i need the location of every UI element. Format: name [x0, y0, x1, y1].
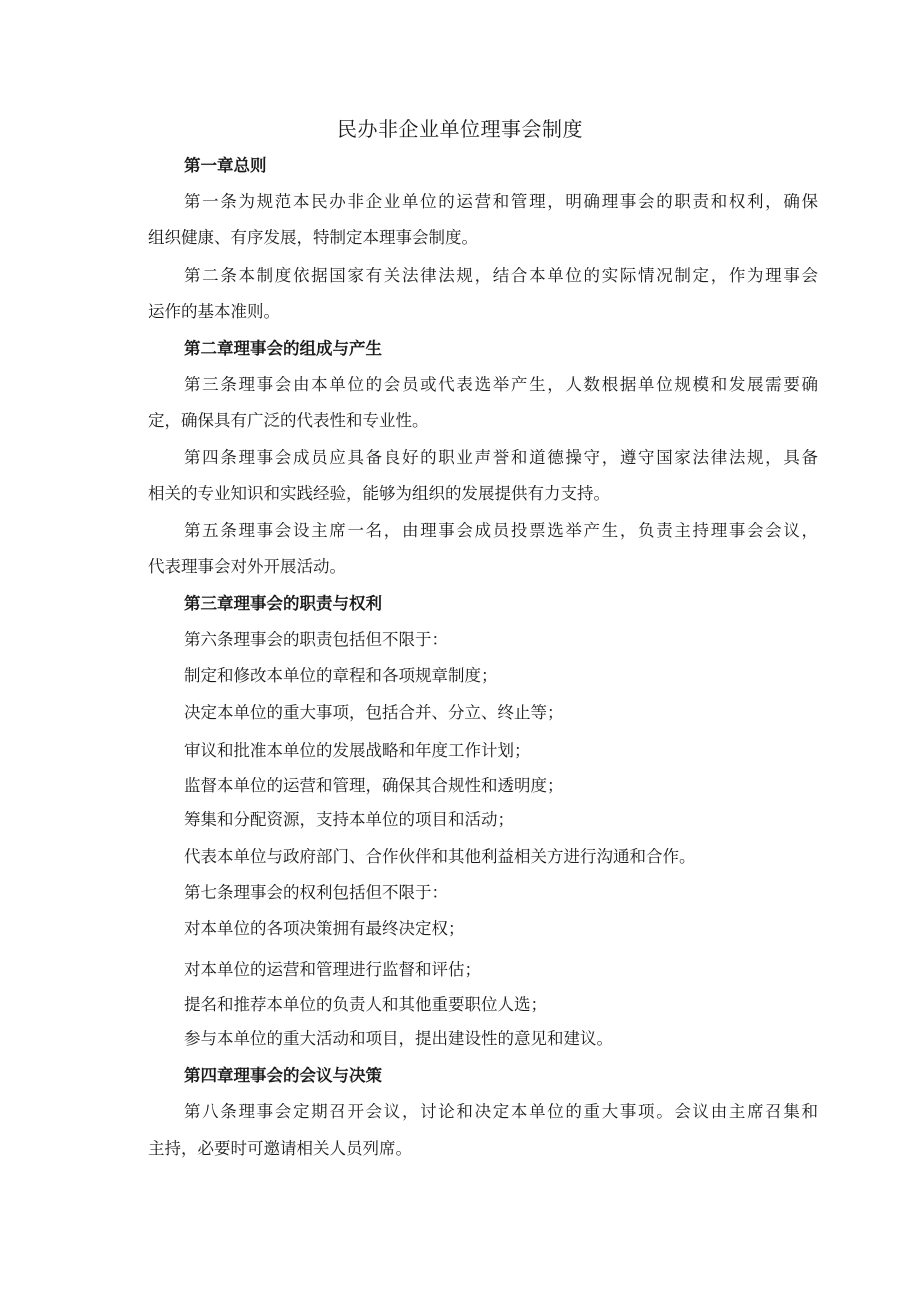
chapter-3-heading: 第三章理事会的职责与权利 — [184, 594, 382, 613]
article-4-line-1: 第四条理事会成员应具备良好的职业声誉和道德操守，遵守国家法律法规，具备 — [184, 448, 818, 467]
article-6-item: 审议和批准本单位的发展战略和年度工作计划； — [184, 741, 531, 760]
article-6-item: 筹集和分配资源，支持本单位的项目和活动； — [184, 810, 514, 829]
article-6-intro: 第六条理事会的职责包括但不限于： — [184, 630, 448, 649]
chapter-1-heading: 第一章总则 — [184, 156, 267, 175]
article-6-item: 决定本单位的重大事项，包括合并、分立、终止等； — [184, 703, 564, 722]
article-1-line-2: 组织健康、有序发展，特制定本理事会制度。 — [148, 228, 478, 247]
article-8-line-1: 第八条理事会定期召开会议，讨论和决定本单位的重大事项。会议由主席召集和 — [184, 1102, 818, 1121]
article-5-line-1: 第五条理事会设主席一名，由理事会成员投票选举产生，负责主持理事会会议， — [184, 521, 818, 540]
article-6-item: 代表本单位与政府部门、合作伙伴和其他利益相关方进行沟通和合作。 — [184, 847, 696, 866]
article-7-item: 参与本单位的重大活动和项目，提出建设性的意见和建议。 — [184, 1029, 613, 1048]
article-2-line-2: 运作的基本准则。 — [148, 302, 280, 321]
article-6-item: 制定和修改本单位的章程和各项规章制度； — [184, 666, 498, 685]
article-2-line-1: 第二条本制度依据国家有关法律法规，结合本单位的实际情况制定，作为理事会 — [184, 266, 818, 285]
article-3-line-2: 定，确保具有广泛的代表性和专业性。 — [148, 411, 429, 430]
article-7-item: 提名和推荐本单位的负责人和其他重要职位人选； — [184, 995, 547, 1014]
article-1-line-1: 第一条为规范本民办非企业单位的运营和管理，明确理事会的职责和权利，确保 — [184, 192, 818, 211]
document-title: 民办非企业单位理事会制度 — [337, 117, 583, 141]
article-5-line-2: 代表理事会对外开展活动。 — [148, 557, 346, 576]
article-7-item: 对本单位的运营和管理进行监督和评估； — [184, 960, 481, 979]
article-7-intro: 第七条理事会的权利包括但不限于： — [184, 883, 448, 902]
article-3-line-1: 第三条理事会由本单位的会员或代表选举产生，人数根据单位规模和发展需要确 — [184, 375, 818, 394]
chapter-4-heading: 第四章理事会的会议与决策 — [184, 1066, 382, 1085]
chapter-2-heading: 第二章理事会的组成与产生 — [184, 339, 382, 358]
article-6-item: 监督本单位的运营和管理，确保其合规性和透明度； — [184, 776, 564, 795]
article-8-line-2: 主持，必要时可邀请相关人员列席。 — [148, 1139, 412, 1158]
article-7-item: 对本单位的各项决策拥有最终决定权； — [184, 919, 465, 938]
article-4-line-2: 相关的专业知识和实践经验，能够为组织的发展提供有力支持。 — [148, 484, 610, 503]
